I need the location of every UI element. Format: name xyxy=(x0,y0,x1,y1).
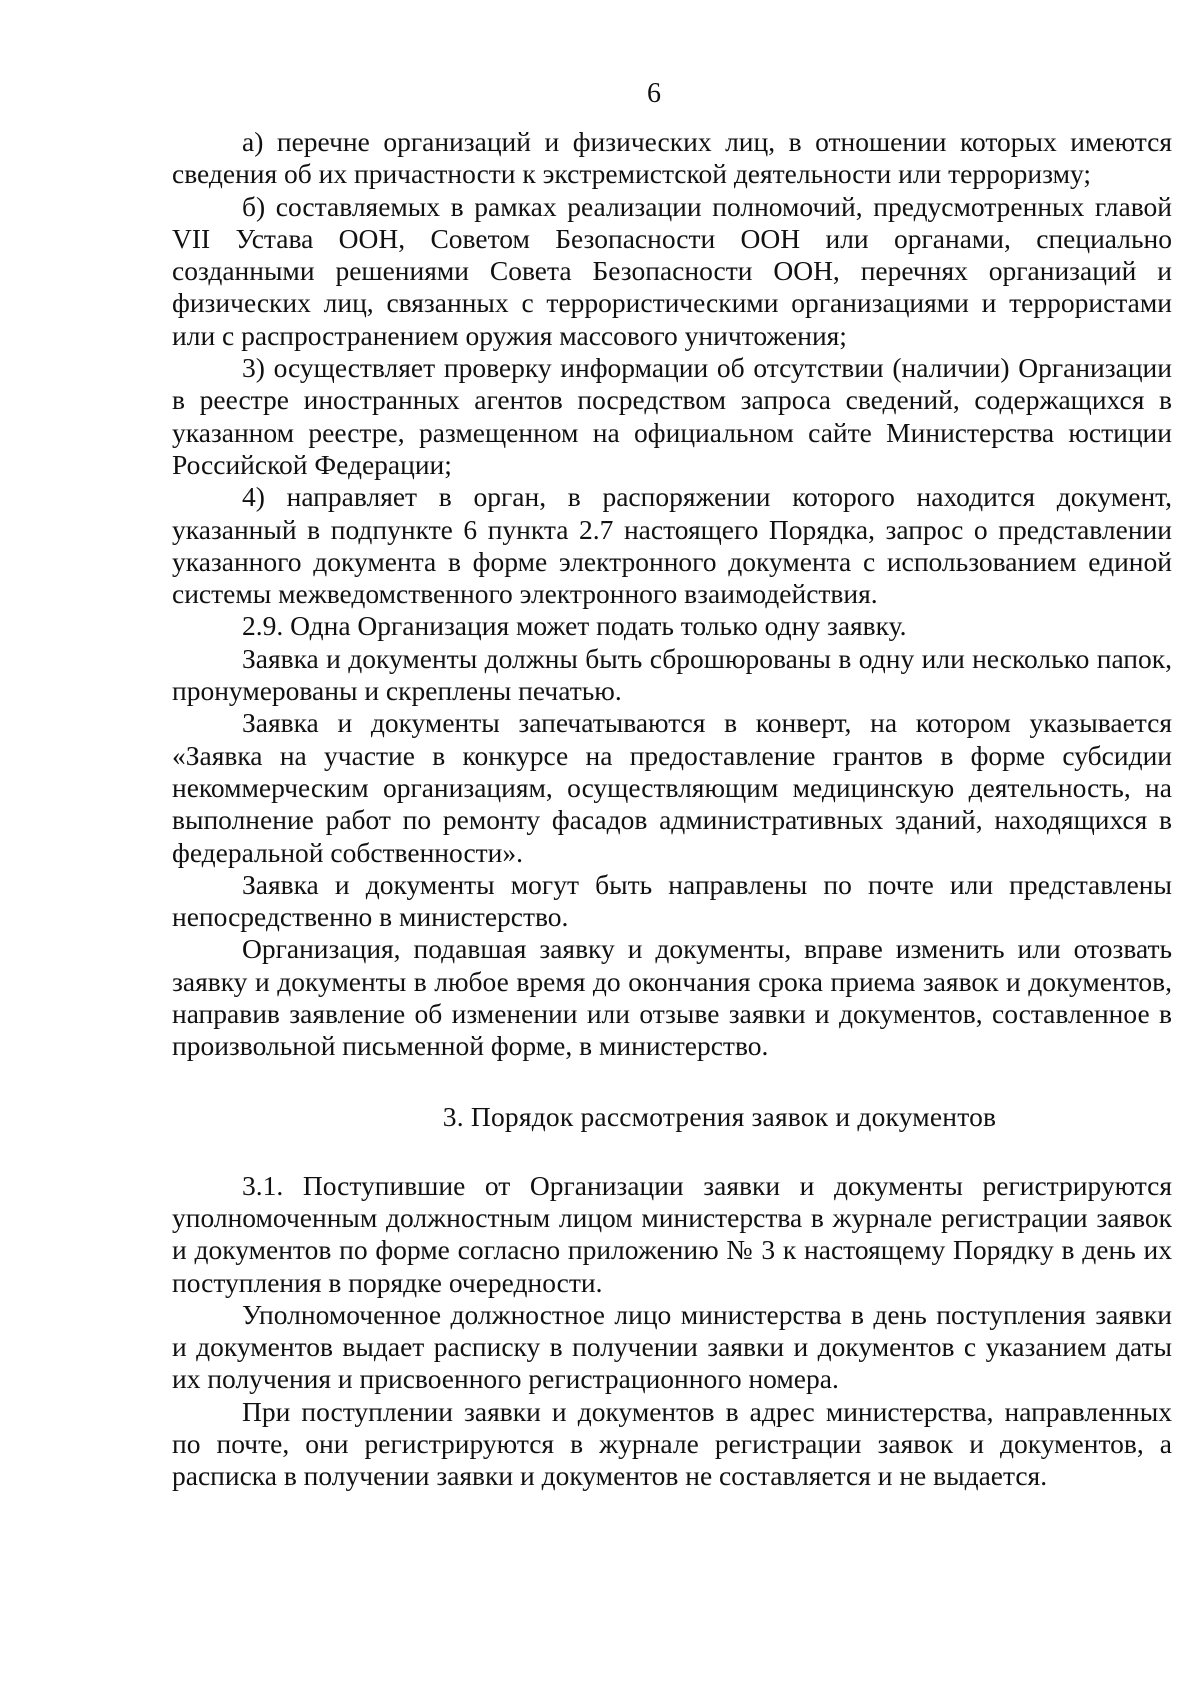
document-body xyxy=(172,126,1172,1493)
paragraph-receipt: Уполномоченное должностное лицо министерства в день поступления заявки и документов выдает расписку в получении заявки и документов с указанием даты их получения и присвоенного регистрационного номера. xyxy=(172,1298,1172,1395)
paragraph-delivery: Заявка и документы могут быть направлены по почте или представлены непосредственно в министерство. xyxy=(172,868,1172,933)
paragraph-item-3: 3) осуществляет проверку информации об отсутствии (наличии) Организации в реестре иностранных агентов посредством запроса сведений, содержащихся в указанном реестре, размещенном на официальном сайте Министерства юстиции Российской Федерации; xyxy=(172,352,1172,480)
paragraph-item-a: а) перечне организаций и физических лиц, в отношении которых имеются сведения об их причастности к экстремистской деятельности или терроризму; xyxy=(172,126,1172,190)
paragraph-clause-3-1: 3.1. Поступившие от Организации заявки и документы регистрируются уполномоченным должностным лицом министерства в журнале регистрации заявок и документов по форме согласно приложению № 3 к настоящему Порядку в день их поступления в порядке очередности. xyxy=(172,1169,1172,1298)
page-number: 6 xyxy=(647,78,661,109)
paragraph-envelope: Заявка и документы запечатываются в конверт, на котором указывается «Заявка на участие в конкурсе на предоставление грантов в форме субсидии некоммерческим организациям, осуществляющим медицинскую деятельность, на выполнение работ по ремонту фасадов административных зданий, находящихся в федеральной собственности». xyxy=(172,707,1172,868)
paragraph-binding: Заявка и документы должны быть сброшюрованы в одну или несколько папок, пронумерованы и скреплены печатью. xyxy=(172,642,1172,707)
paragraph-postal: При поступлении заявки и документов в адрес министерства, направленных по почте, они регистрируются в журнале регистрации заявок и документов, а расписка в получении заявки и документов не составляется и не выдается. xyxy=(172,1395,1172,1492)
paragraph-withdrawal: Организация, подавшая заявку и документы, вправе изменить или отозвать заявку и документы в любое время до окончания срока приема заявок и документов, направив заявление об изменении или отзыве заявки и документов, составленное в произвольной письменной форме, в министерство. xyxy=(172,933,1172,1062)
paragraph-item-b: б) составляемых в рамках реализации полномочий, предусмотренных главой VII Устава ООН, Советом Безопасности ООН или органами, специально созданными решениями Совета Безопасности ООН, перечнях организаций и физических лиц, связанных с террористическими организациями и террористами или с распространением оружия массового уничтожения; xyxy=(172,190,1172,351)
paragraph-item-4: 4) направляет в орган, в распоряжении которого находится документ, указанный в подпункте 6 пункта 2.7 настоящего Порядка, запрос о представлении указанного документа в форме электронного документа с использованием единой системы межведомственного электронного взаимодействия. xyxy=(172,481,1172,610)
section-heading: 3. Порядок рассмотрения заявок и документов xyxy=(442,1100,997,1132)
paragraph-clause-2-9: 2.9. Одна Организация может подать только одну заявку. xyxy=(242,610,907,642)
